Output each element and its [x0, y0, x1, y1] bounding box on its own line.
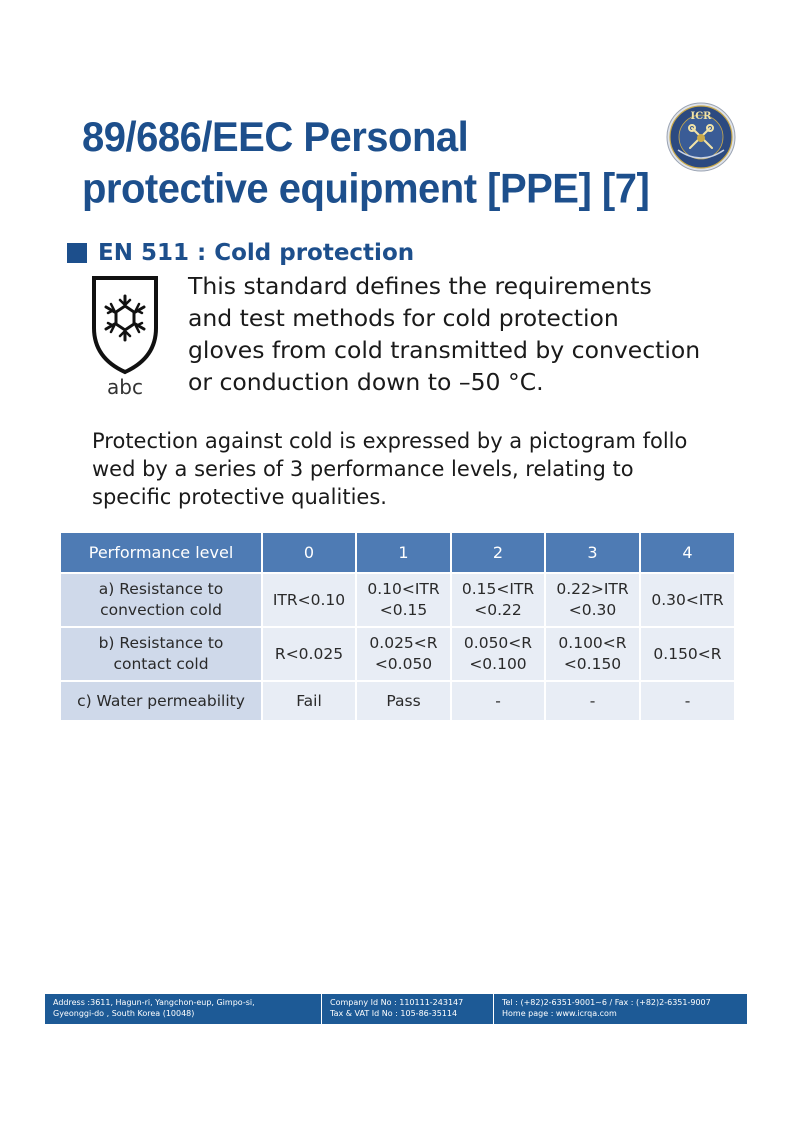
section-bullet-square: [67, 243, 87, 263]
header-level-2: 2: [451, 532, 545, 573]
table-cell: R<0.025: [262, 627, 356, 681]
table-row: [60, 681, 735, 721]
header-level-0: 0: [262, 532, 356, 573]
header-level-4: 4: [640, 532, 735, 573]
table-cell: 0.100<R <0.150: [545, 627, 640, 681]
row-label-contact: b) Resistance to contact cold: [60, 627, 262, 681]
table-cell: -: [545, 681, 640, 721]
table-cell: 0.025<R <0.050: [356, 627, 451, 681]
description-line: wed by a series of 3 performance levels, relating to: [92, 457, 634, 481]
performance-table: [59, 531, 736, 722]
row-label-convection: a) Resistance to convection cold: [60, 573, 262, 627]
logo-text: ICR: [690, 111, 712, 122]
table-cell: ITR<0.10: [262, 573, 356, 627]
header-level-3: 3: [545, 532, 640, 573]
table-header-row: [60, 532, 735, 573]
table-cell: Fail: [262, 681, 356, 721]
section-heading-text: EN 511 : Cold protection: [98, 240, 415, 266]
table-cell: 0.15<ITR <0.22: [451, 573, 545, 627]
table-cell: 0.10<ITR <0.15: [356, 573, 451, 627]
footer-homepage-link[interactable]: Home page : www.icrqa.com: [502, 1009, 617, 1018]
table-row: [60, 627, 735, 681]
table-cell: -: [451, 681, 545, 721]
footer-address: Address :3611, Hagun-ri, Yangchon-eup, Gimpo-si, Gyeonggi-do , South Korea (10048): [45, 994, 322, 1024]
table-cell: -: [640, 681, 735, 721]
header-performance-level: Performance level: [60, 532, 262, 573]
intro-paragraph: [188, 270, 748, 398]
table-cell: 0.22>ITR <0.30: [545, 573, 640, 627]
table-cell: Pass: [356, 681, 451, 721]
description-line: specific protective qualities.: [92, 485, 387, 509]
description-line: Protection against cold is expressed by a pictogram follo: [92, 429, 688, 453]
pictogram-label: abc: [107, 375, 143, 399]
footer-company-ids: Company Id No : 110111-243147 Tax & VAT Id No : 105-86-35114: [322, 994, 494, 1024]
description-paragraph: [92, 427, 732, 511]
footer-contact: Tel : (+82)2-6351-9001~6 / Fax : (+82)2-6351-9007 Home page : www.icrqa.com: [494, 994, 747, 1024]
intro-line: gloves from cold transmitted by convection: [188, 336, 701, 364]
row-label-water: c) Water permeability: [60, 681, 262, 721]
table-cell: 0.30<ITR: [640, 573, 735, 627]
table-cell: 0.150<R: [640, 627, 735, 681]
table-cell: 0.050<R <0.100: [451, 627, 545, 681]
intro-line: and test methods for cold protection: [188, 304, 619, 332]
table-row: [60, 573, 735, 627]
icr-seal-logo: [666, 102, 736, 172]
page-title: [82, 112, 649, 215]
section-heading: [67, 239, 414, 267]
intro-line: This standard defines the requirements: [188, 272, 652, 300]
title-line-1: 89/686/EEC Personal: [82, 114, 469, 161]
snowflake-shield-icon: [90, 276, 160, 400]
intro-line: or conduction down to –50 °C.: [188, 368, 544, 396]
title-line-2: protective equipment [PPE] [7]: [82, 165, 650, 212]
page-footer: [45, 994, 747, 1024]
header-level-1: 1: [356, 532, 451, 573]
